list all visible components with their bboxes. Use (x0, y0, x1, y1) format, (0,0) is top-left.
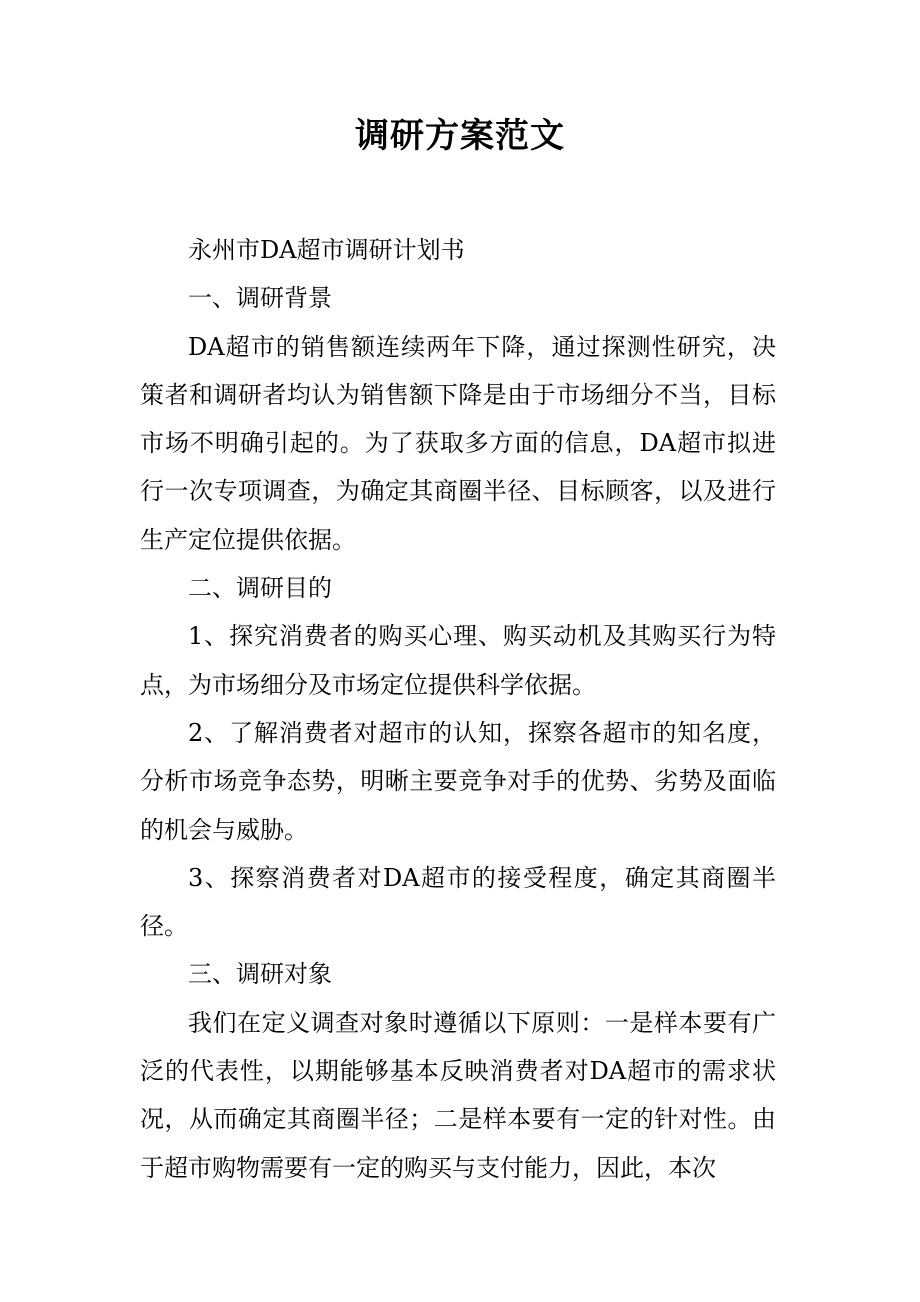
section-heading-subjects: 三、调研对象 (188, 960, 332, 989)
purpose-item-2: 2、了解消费者对超市的认知，探察各超市的知名度，分析市场竞争态势，明晰主要竞争对手的优势、劣势及面临的机会与威胁。 (140, 718, 776, 844)
plan-heading: 永州市DA超市调研计划书 (188, 236, 465, 264)
document-body (140, 226, 776, 1192)
purpose-item-1: 1、探究消费者的购买心理、购买动机及其购买行为特点，为市场细分及市场定位提供科学依据。 (140, 622, 776, 699)
section-heading-purpose: 二、调研目的 (188, 574, 332, 603)
background-paragraph: DA超市的销售额连续两年下降，通过探测性研究，决策者和调研者均认为销售额下降是由于市场细分不当，目标市场不明确引起的。为了获取多方面的信息，DA超市拟进行一次专项调查，为确定其商圈半径、目标顾客，以及进行生产定位提供依据。 (140, 332, 776, 554)
document-title: 调研方案范文 (355, 116, 565, 156)
purpose-item-3: 3、探察消费者对DA超市的接受程度，确定其商圈半径。 (140, 863, 776, 941)
section-heading-background: 一、调研背景 (188, 284, 332, 313)
subjects-paragraph: 我们在定义调查对象时遵循以下原则：一是样本要有广泛的代表性，以期能够基本反映消费者对DA超市的需求状况，从而确定其商圈半径；二是样本要有一定的针对性。由于超市购物需要有一定的购买与支付能力，因此，本次 (140, 1008, 776, 1182)
